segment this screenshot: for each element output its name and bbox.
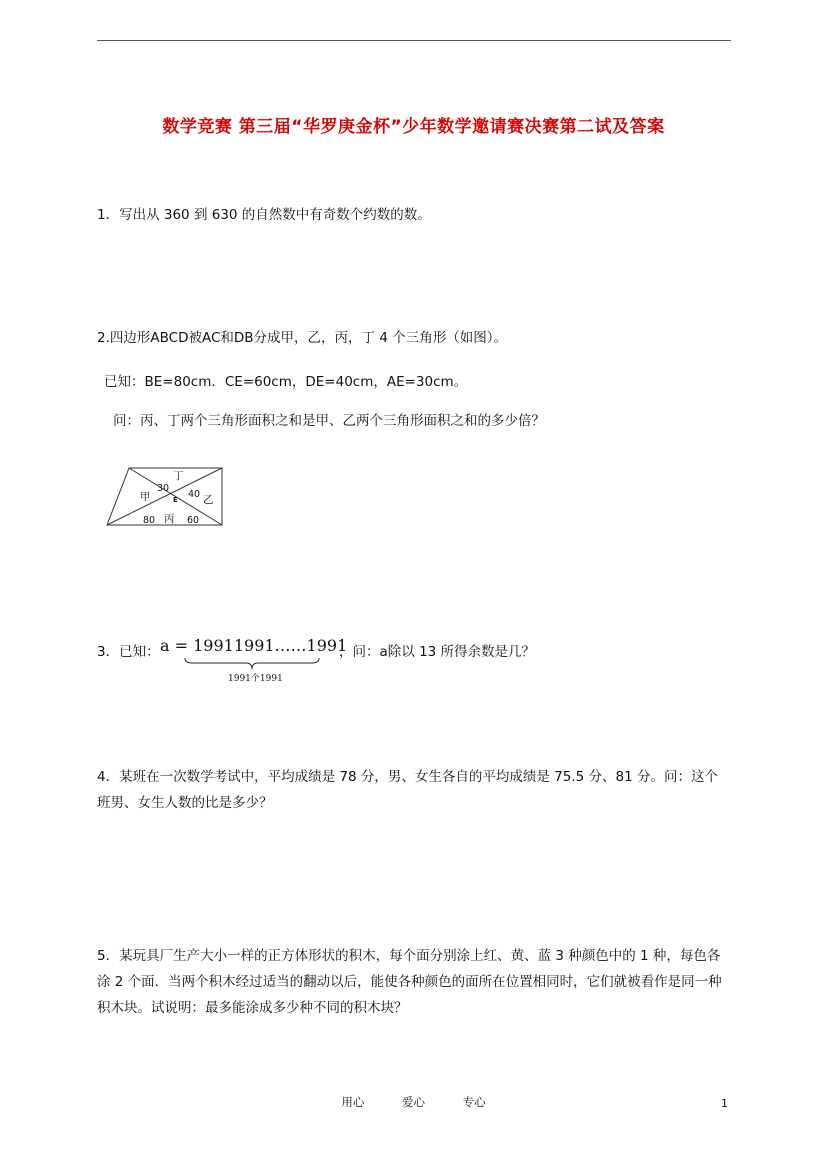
label-be-80: 80 bbox=[143, 515, 156, 526]
header-rule bbox=[97, 40, 731, 41]
footer-item: 爱心 bbox=[402, 1095, 425, 1109]
question-2-known: 已知：BE=80cm．CE=60cm，DE=40cm，AE=30cm。 bbox=[104, 374, 468, 390]
quadrilateral-figure bbox=[104, 465, 228, 531]
page-title: 数学竞赛 第三届“华罗庚金杯”少年数学邀请赛决赛第二试及答案 bbox=[162, 117, 665, 137]
footer-item: 专心 bbox=[462, 1095, 486, 1109]
label-jia: 甲 bbox=[140, 491, 151, 503]
question-4: 4．某班在一次数学考试中，平均成绩是 78 分，男、女生各自的平均成绩是 75.5 分、81 分。问：这个班男、女生人数的比是多少？ bbox=[97, 769, 718, 811]
label-bing: 丙 bbox=[164, 513, 175, 525]
question-1: 1．写出从 360 到 630 的自然数中有奇数个约数的数。 bbox=[97, 207, 431, 223]
label-ding: 丁 bbox=[173, 470, 184, 482]
page-footer bbox=[0, 1094, 827, 1110]
underbrace-icon bbox=[184, 657, 320, 671]
label-ae-30: 30 bbox=[157, 483, 170, 494]
question-2-ask: 问：丙、丁两个三角形面积之和是甲、乙两个三角形面积之和的多少倍？ bbox=[113, 413, 545, 429]
label-e: E bbox=[173, 496, 178, 504]
label-de-40: 40 bbox=[188, 489, 201, 500]
question-5: 5．某玩具厂生产大小一样的正方体形状的积木，每个面分别涂上红、黄、蓝 3 种颜色中的 1 种，每色各涂 2 个面．当两个积木经过适当的翻动以后，能使各种颜色的面所在位置相同时，它们就被看作是同一种积木块。试说明：最多能涂成多少种不同的积木块？ bbox=[97, 948, 722, 1016]
question-2: 2.四边形ABCD被AC和DB分成甲，乙，丙，丁 4 个三角形（如图）。 bbox=[97, 330, 507, 346]
label-yi: 乙 bbox=[203, 494, 214, 506]
question-3-tail: ，问：a除以 13 所得余数是几？ bbox=[339, 644, 536, 660]
question-3-label: 3．已知： bbox=[97, 644, 160, 660]
question-3-underbrace-label: 1991个1991 bbox=[228, 674, 283, 684]
page-number: 1 bbox=[721, 1097, 728, 1110]
footer-item: 用心 bbox=[341, 1095, 365, 1109]
question-3 bbox=[97, 636, 697, 688]
label-ce-60: 60 bbox=[187, 515, 200, 526]
question-3-formula: a = 19911991……1991 bbox=[160, 636, 348, 655]
